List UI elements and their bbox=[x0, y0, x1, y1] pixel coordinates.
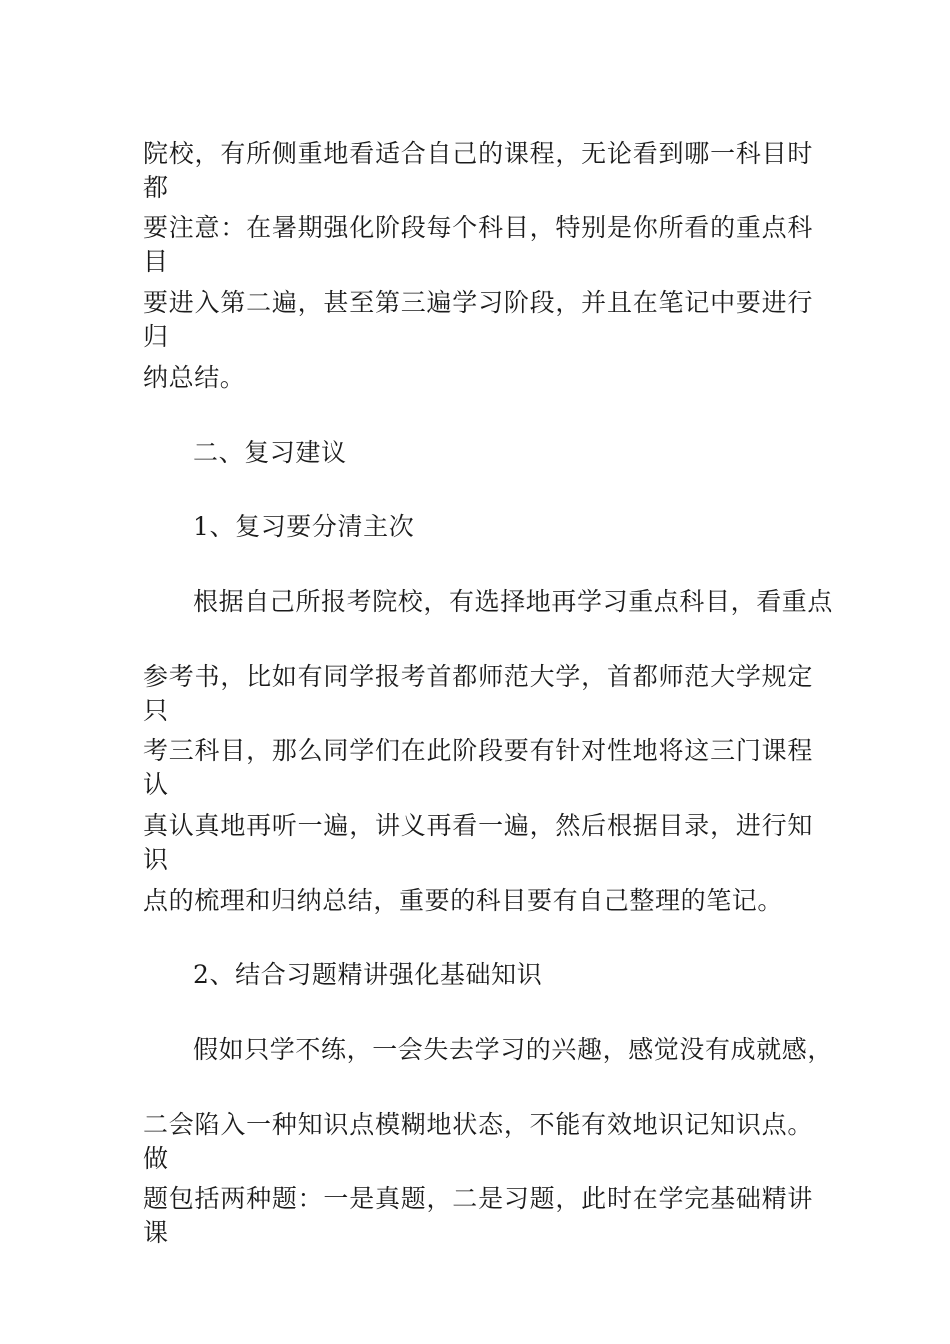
paragraph-line: 二会陷入一种知识点模糊地状态，不能有效地识记知识点。做 bbox=[143, 1110, 813, 1173]
paragraph-line: 院校，有所侧重地看适合自己的课程，无论看到哪一科目时都 bbox=[143, 139, 813, 202]
paragraph-line: 根据自己所报考院校，有选择地再学习重点科目，看重点 bbox=[193, 587, 834, 616]
paragraph-line: 题包括两种题：一是真题，二是习题，此时在学完基础精讲课 bbox=[143, 1184, 813, 1247]
subsection-heading: 2、结合习题精讲强化基础知识 bbox=[193, 960, 543, 989]
paragraph-line: 真认真地再听一遍，讲义再看一遍，然后根据目录，进行知识 bbox=[143, 811, 813, 874]
paragraph-line: 点的梳理和归纳总结，重要的科目要有自己整理的笔记。 bbox=[143, 886, 784, 915]
paragraph-line: 考三科目，那么同学们在此阶段要有针对性地将这三门课程认 bbox=[143, 736, 813, 799]
paragraph-line: 假如只学不练，一会失去学习的兴趣，感觉没有成就感， bbox=[193, 1035, 834, 1064]
subsection-heading: 1、复习要分清主次 bbox=[193, 512, 415, 541]
paragraph-line: 参考书，比如有同学报考首都师范大学，首都师范大学规定只 bbox=[143, 662, 813, 725]
section-heading: 二、复习建议 bbox=[193, 438, 347, 467]
paragraph-line: 要注意：在暑期强化阶段每个科目，特别是你所看的重点科目 bbox=[143, 213, 813, 276]
paragraph-line: 要进入第二遍，甚至第三遍学习阶段，并且在笔记中要进行归 bbox=[143, 288, 813, 351]
paragraph-line: 纳总结。 bbox=[143, 363, 246, 392]
